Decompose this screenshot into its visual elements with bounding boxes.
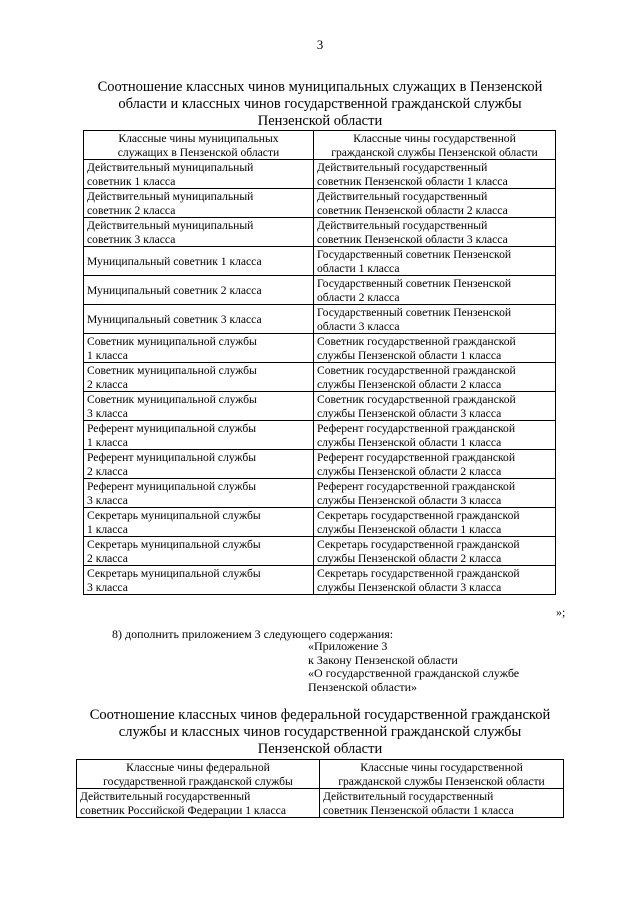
cell-line: 2 класса [87,464,128,478]
cell-line: Государственный советник Пензенской [317,306,512,319]
cell-line: Референт муниципальной службы [87,422,257,435]
cell-line: Действительный государственный [80,790,251,803]
table-cell [84,450,314,479]
cell-line: Секретарь государственной гражданской [317,509,520,522]
cell-line: Секретарь государственной гражданской [317,567,520,580]
table-cell [314,363,556,392]
section1-title-line: области и классных чинов государственной гражданской службы [118,96,522,112]
cell-line: Классные чины государственной [360,761,523,774]
table-cell [84,305,314,334]
table-cell [314,247,556,276]
table-row [84,479,556,508]
table-cell [314,305,556,334]
cell-line: службы Пензенской области 1 класса [317,348,502,362]
cell-line: Действительный муниципальный [87,190,254,203]
table-cell [84,160,314,189]
cell-line: советник Пензенской области 1 класса [323,803,514,817]
table-cell [314,392,556,421]
cell-line: службы Пензенской области 3 класса [317,580,502,594]
table-row [84,508,556,537]
cell-line: Муниципальный советник 2 класса [87,283,262,297]
federal-ranks-table [76,759,564,818]
cell-line: службы Пензенской области 2 класса [317,464,502,478]
appendix-note [308,640,519,694]
table-cell [84,334,314,363]
cell-line: Советник государственной гражданской [317,393,516,406]
table-cell [84,247,314,276]
cell-line: Секретарь государственной гражданской [317,538,520,551]
cell-line: службы Пензенской области 3 класса [317,493,502,507]
cell-line: Советник муниципальной службы [87,393,257,406]
cell-line: Референт государственной гражданской [317,480,516,493]
table-cell [84,566,314,595]
cell-line: Классные чины государственной [353,132,516,145]
cell-line: Государственный советник Пензенской [317,248,512,261]
cell-line: Действительный государственный [317,190,488,203]
cell-line: советник Пензенской области 3 класса [317,232,508,246]
table-row [84,421,556,450]
section2-title-line: Соотношение классных чинов федеральной государственной гражданской [89,707,551,723]
cell-line: Муниципальный советник 3 класса [87,312,262,326]
section2-title [60,707,580,758]
cell-line: советник Пензенской области 1 класса [317,174,508,188]
table-cell [77,789,320,818]
cell-line: области 1 класса [317,261,400,275]
table-cell [314,334,556,363]
cell-line: Референт муниципальной службы [87,451,257,464]
section1-title-line: Соотношение классных чинов муниципальных служащих в Пензенской [97,79,543,95]
cell-line: Действительный государственный [317,161,488,174]
table-header-cell [320,760,564,789]
cell-line: Советник государственной гражданской [317,364,516,377]
table-cell [84,508,314,537]
cell-line: 3 класса [87,493,128,507]
table-cell [84,421,314,450]
table-row [84,392,556,421]
cell-line: 3 класса [87,580,128,594]
cell-line: 2 класса [87,551,128,565]
cell-line: советник 1 класса [87,174,176,188]
table-cell [84,189,314,218]
cell-line: Классные чины муниципальных [118,132,279,145]
table-row [84,334,556,363]
cell-line: Секретарь муниципальной службы [87,567,261,580]
closing-quote: »; [556,605,566,619]
cell-line: службы Пензенской области 2 класса [317,377,502,391]
cell-line: Действительный муниципальный [87,161,254,174]
table-row [84,450,556,479]
cell-line: Действительный государственный [323,790,494,803]
table-cell [320,789,564,818]
table-cell [84,218,314,247]
section1-title [60,79,580,130]
table-cell [314,189,556,218]
cell-line: гражданской службы Пензенской области [331,145,538,159]
table-cell [84,276,314,305]
cell-line: службы Пензенской области 1 класса [317,522,502,536]
cell-line: советник Российской Федерации 1 класса [80,803,287,817]
cell-line: 3 класса [87,406,128,420]
table-cell [314,218,556,247]
table-cell [84,392,314,421]
section2-title-line: Пензенской области [257,741,383,757]
table-row [84,305,556,334]
table-cell [84,363,314,392]
table-cell [84,479,314,508]
cell-line: Секретарь муниципальной службы [87,538,261,551]
table-header-cell [77,760,320,789]
cell-line: государственной гражданской службы [103,774,293,788]
cell-line: Секретарь муниципальной службы [87,509,261,522]
section1-title-line: Пензенской области [257,113,383,129]
table-header-row [77,760,564,789]
cell-line: советник 3 класса [87,232,176,246]
cell-line: Советник муниципальной службы [87,335,257,348]
appendix-note-line: к Закону Пензенской области [308,652,458,667]
cell-line: Муниципальный советник 1 класса [87,254,262,268]
cell-line: Референт государственной гражданской [317,451,516,464]
cell-line: советник Пензенской области 2 класса [317,203,508,217]
cell-line: 1 класса [87,435,128,449]
table-cell [84,537,314,566]
section2-title-line: службы и классных чинов государственной гражданской службы [118,724,522,740]
cell-line: 2 класса [87,377,128,391]
table-row [84,537,556,566]
cell-line: Советник муниципальной службы [87,364,257,377]
cell-line: Референт муниципальной службы [87,480,257,493]
table-row [84,160,556,189]
cell-line: 1 класса [87,348,128,362]
cell-line: гражданской службы Пензенской области [338,774,545,788]
table-cell [314,450,556,479]
table-row [77,789,564,818]
table-header-cell [314,131,556,160]
cell-line: Действительный государственный [317,219,488,232]
cell-line: области 2 класса [317,290,400,304]
appendix-note-line: «О государственной гражданской службе [308,666,520,680]
item-8-text: 8) дополнить приложением 3 следующего содержания: [112,627,394,641]
table-row [84,189,556,218]
table-header-cell [84,131,314,160]
municipal-ranks-table [83,130,556,595]
table-row [84,218,556,247]
table-cell [314,160,556,189]
cell-line: Советник государственной гражданской [317,335,516,348]
appendix-note-line: Пензенской области» [308,679,417,694]
cell-line: Действительный муниципальный [87,219,254,232]
cell-line: советник 2 класса [87,203,176,217]
table-cell [314,566,556,595]
table-header-row [84,131,556,160]
table-row [84,247,556,276]
page-number: 3 [316,37,324,52]
table-cell [314,421,556,450]
cell-line: области 3 класса [317,319,400,333]
cell-line: Референт государственной гражданской [317,422,516,435]
cell-line: служащих в Пензенской области [117,145,280,159]
table-row [84,363,556,392]
table-cell [314,276,556,305]
cell-line: службы Пензенской области 3 класса [317,406,502,420]
cell-line: службы Пензенской области 2 класса [317,551,502,565]
table-cell [314,537,556,566]
table-row [84,276,556,305]
table-row [84,566,556,595]
appendix-note-line: «Приложение 3 [308,639,388,653]
table-cell [314,508,556,537]
cell-line: Государственный советник Пензенской [317,277,512,290]
cell-line: 1 класса [87,522,128,536]
cell-line: службы Пензенской области 1 класса [317,435,502,449]
table-cell [314,479,556,508]
cell-line: Классные чины федеральной [126,761,270,774]
